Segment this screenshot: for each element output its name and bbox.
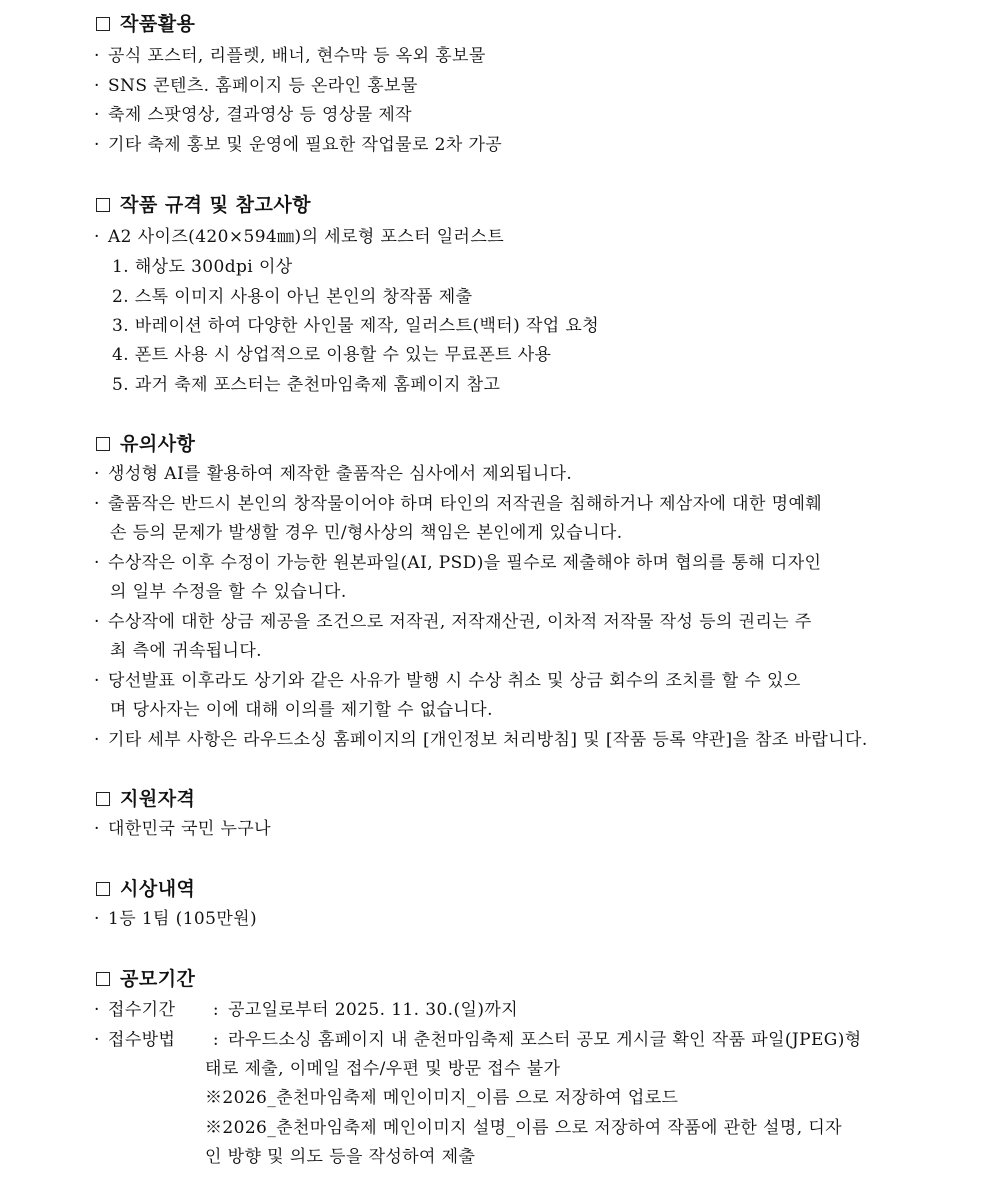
checkbox-square-icon	[96, 437, 110, 451]
checkbox-square-icon	[96, 972, 110, 986]
section-heading-period: 공모기간	[96, 967, 195, 991]
usage-item: · 축제 스팟영상, 결과영상 등 영상물 제작	[94, 105, 412, 125]
checkbox-square-icon	[96, 792, 110, 806]
spec-subitem: 3. 바레이션 하여 다양한 사인물 제작, 일러스트(백터) 작업 요청	[112, 316, 600, 336]
period-method-note-continuation: 인 방향 및 의도 등을 작성하여 제출	[205, 1147, 476, 1167]
period-receipt: · 접수기간 : 공고일로부터 2025. 11. 30.(일)까지	[94, 1000, 519, 1020]
section-heading-notes: 유의사항	[96, 432, 195, 456]
notes-item: · 기타 세부 사항은 라우드소싱 홈페이지의 [개인정보 처리방침] 및 [작품 등록 약관]을 참조 바랍니다.	[94, 730, 868, 750]
spec-item: · A2 사이즈(420×594㎜)의 세로형 포스터 일러스트	[94, 227, 505, 247]
notes-item-continuation: 며 당사자는 이에 대해 이의를 제기할 수 없습니다.	[110, 700, 493, 720]
spec-subitem: 5. 과거 축제 포스터는 춘천마임축제 홈페이지 참고	[112, 375, 501, 395]
period-method-continuation: 태로 제출, 이메일 접수/우편 및 방문 접수 불가	[205, 1059, 561, 1079]
notes-item-continuation: 의 일부 수정을 할 수 있습니다.	[110, 582, 347, 602]
checkbox-square-icon	[96, 882, 110, 896]
checkbox-square-icon	[96, 198, 110, 212]
spec-subitem: 4. 폰트 사용 시 상업적으로 이용할 수 있는 무료폰트 사용	[112, 345, 552, 365]
section-heading-usage: 작품활용	[96, 12, 195, 36]
spec-subitem: 1. 해상도 300dpi 이상	[112, 257, 293, 277]
notes-item-continuation: 최 측에 귀속됩니다.	[110, 641, 262, 661]
period-method: · 접수방법 : 라우드소싱 홈페이지 내 춘천마임축제 포스터 공모 게시글 확인 작품 파일(JPEG)형	[94, 1030, 862, 1050]
usage-item: · 기타 축제 홍보 및 운영에 필요한 작업물로 2차 가공	[94, 135, 503, 155]
section-heading-awards: 시상내역	[96, 877, 195, 901]
period-method-note: ※2026_춘천마임축제 메인이미지_이름 으로 저장하여 업로드	[205, 1088, 679, 1108]
notes-item-continuation: 손 등의 문제가 발생할 경우 민/형사상의 책임은 본인에게 있습니다.	[110, 523, 623, 543]
period-method-note: ※2026_춘천마임축제 메인이미지 설명_이름 으로 저장하여 작품에 관한 설명, 디자	[205, 1118, 842, 1138]
awards-item: · 1등 1팀 (105만원)	[94, 909, 258, 929]
checkbox-square-icon	[96, 17, 110, 31]
usage-item: · 공식 포스터, 리플렛, 배너, 현수막 등 옥외 홍보물	[94, 46, 486, 66]
notes-item: · 생성형 AI를 활용하여 제작한 출품작은 심사에서 제외됩니다.	[94, 464, 573, 484]
usage-item: · SNS 콘텐츠. 홈페이지 등 온라인 홍보물	[94, 76, 418, 96]
notes-item: · 출품작은 반드시 본인의 창작물이어야 하며 타인의 저작권을 침해하거나 제삼자에 대한 명예훼	[94, 494, 823, 514]
notes-item: · 수상작에 대한 상금 제공을 조건으로 저작권, 저작재산권, 이차적 저작물 작성 등의 권리는 주	[94, 612, 812, 632]
section-heading-eligibility: 지원자격	[96, 787, 195, 811]
notes-item: · 당선발표 이후라도 상기와 같은 사유가 발행 시 수상 취소 및 상금 회수의 조치를 할 수 있으	[94, 671, 801, 691]
notes-item: · 수상작은 이후 수정이 가능한 원본파일(AI, PSD)을 필수로 제출해야 하며 협의를 통해 디자인	[94, 553, 822, 573]
section-heading-spec: 작품 규격 및 참고사항	[96, 193, 311, 217]
eligibility-item: · 대한민국 국민 누구나	[94, 819, 272, 839]
spec-subitem: 2. 스톡 이미지 사용이 아닌 본인의 창작품 제출	[112, 287, 473, 307]
